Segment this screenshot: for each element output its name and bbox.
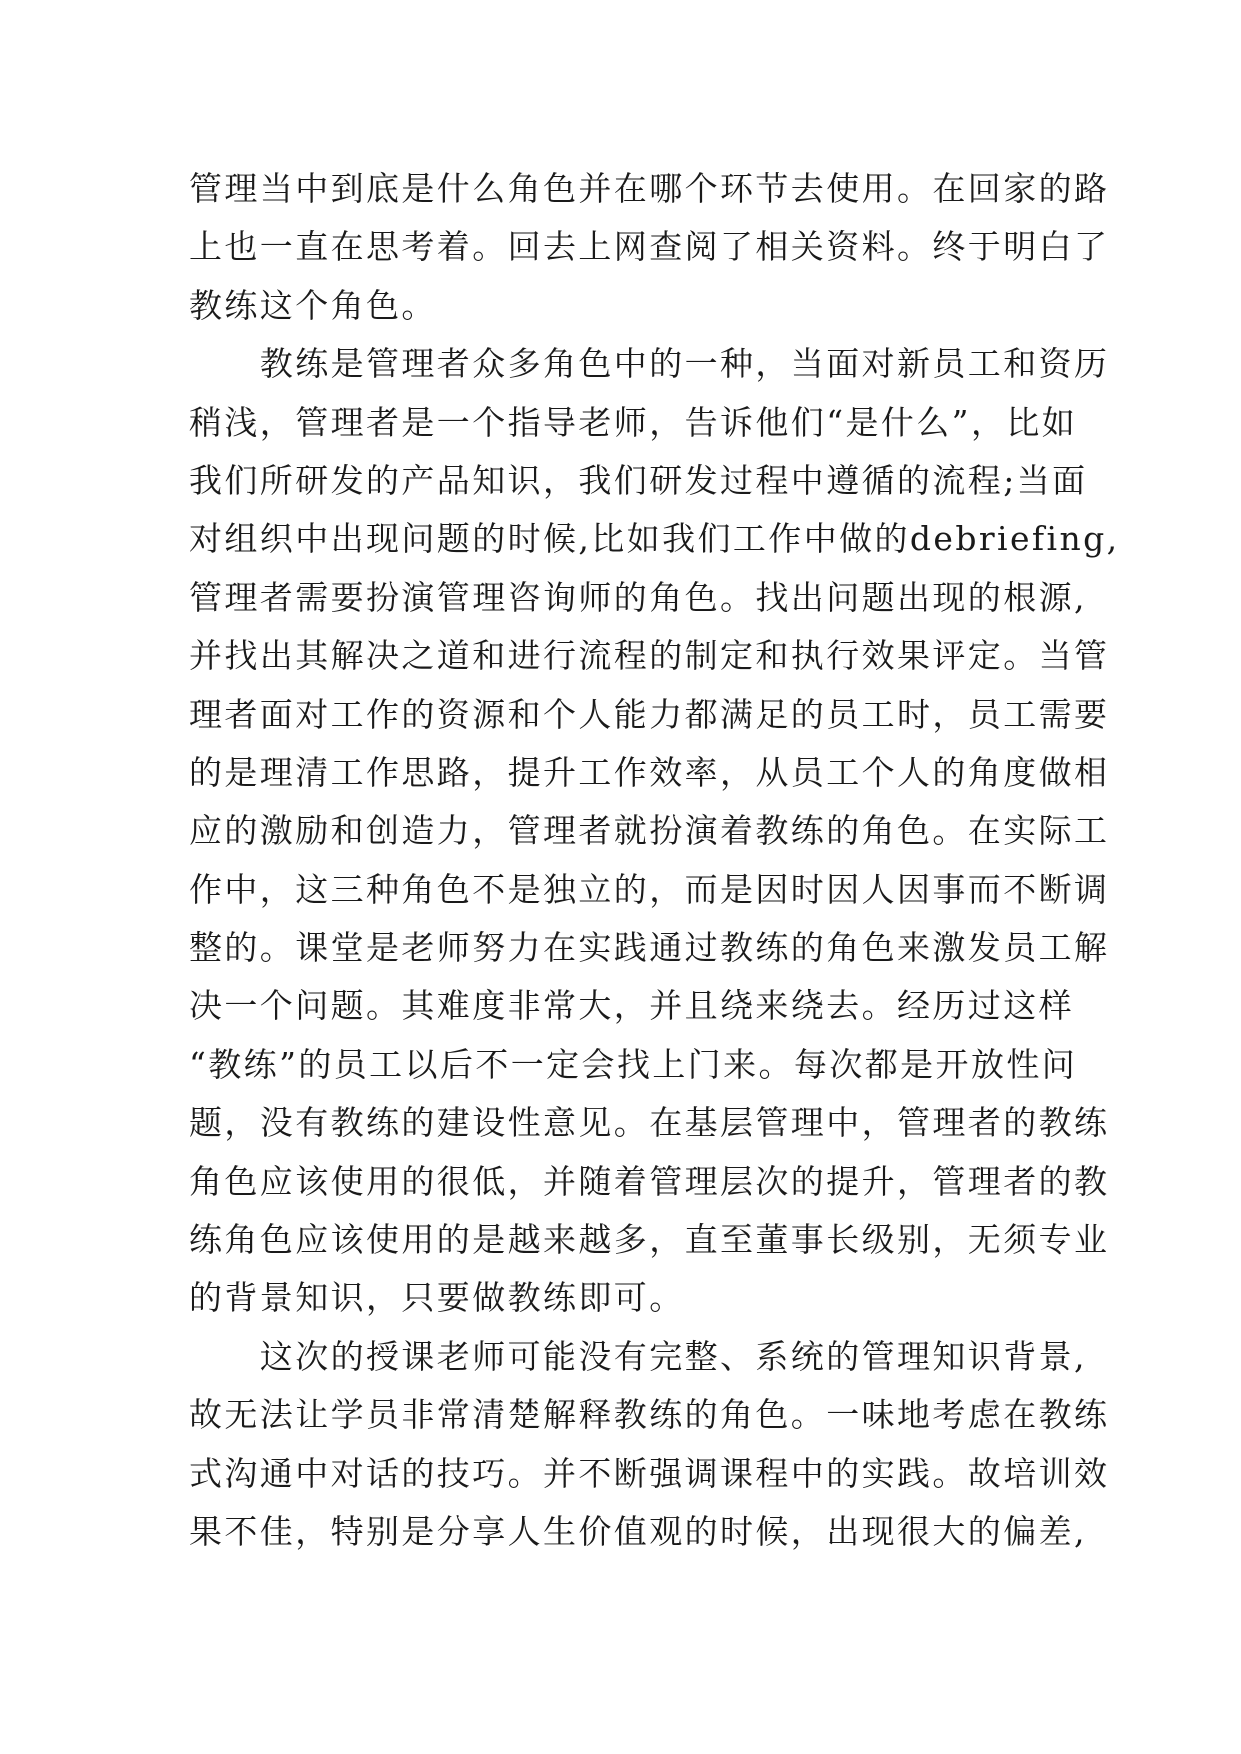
text-line: 决一个问题。其难度非常大，并且绕来绕去。经历过这样 [189, 986, 1074, 1026]
text-line: 题，没有教练的建设性意见。在基层管理中，管理者的教练 [189, 1103, 1110, 1143]
text-line: 的是理清工作思路，提升工作效率，从员工个人的角度做相 [189, 752, 1110, 792]
text-line: 式沟通中对话的技巧。并不断强调课程中的实践。故培训效 [189, 1453, 1110, 1493]
text-line: 教练是管理者众多角色中的一种，当面对新员工和资历 [189, 344, 1110, 384]
text-line: 故无法让学员非常清楚解释教练的角色。一味地考虑在教练 [189, 1395, 1110, 1435]
text-line: 这次的授课老师可能没有完整、系统的管理知识背景, [189, 1336, 1087, 1376]
text-line: “教练”的员工以后不一定会找上门来。每次都是开放性问 [189, 1044, 1078, 1084]
text-line: 理者面对工作的资源和个人能力都满足的员工时，员工需要 [189, 694, 1110, 734]
text-line: 果不佳，特别是分享人生价值观的时候，出现很大的偏差, [189, 1511, 1087, 1551]
text-line: 稍浅，管理者是一个指导老师，告诉他们“是什么”，比如 [189, 402, 1078, 442]
text-line: 我们所研发的产品知识，我们研发过程中遵循的流程;当面 [189, 460, 1088, 500]
text-line: 应的激励和创造力，管理者就扮演着教练的角色。在实际工 [189, 811, 1110, 851]
text-line: 整的。课堂是老师努力在实践通过教练的角色来激发员工解 [189, 928, 1110, 968]
text-line: 练角色应该使用的是越来越多，直至董事长级别，无须专业 [189, 1220, 1110, 1260]
text-line: 对组织中出现问题的时候,比如我们工作中做的debriefing, [189, 519, 1120, 559]
text-line: 的背景知识，只要做教练即可。 [189, 1278, 685, 1318]
text-line: 并找出其解决之道和进行流程的制定和执行效果评定。当管 [189, 636, 1110, 676]
body-text [189, 160, 1120, 1561]
text-line: 角色应该使用的很低，并随着管理层次的提升，管理者的教 [189, 1161, 1110, 1201]
text-line: 管理当中到底是什么角色并在哪个环节去使用。在回家的路 [189, 169, 1110, 208]
text-line: 管理者需要扮演管理咨询师的角色。找出问题出现的根源, [189, 577, 1087, 617]
text-line: 上也一直在思考着。回去上网查阅了相关资料。终于明白了 [189, 227, 1110, 267]
text-line: 作中，这三种角色不是独立的，而是因时因人因事而不断调 [189, 869, 1110, 909]
text-line: 教练这个角色。 [189, 285, 437, 325]
